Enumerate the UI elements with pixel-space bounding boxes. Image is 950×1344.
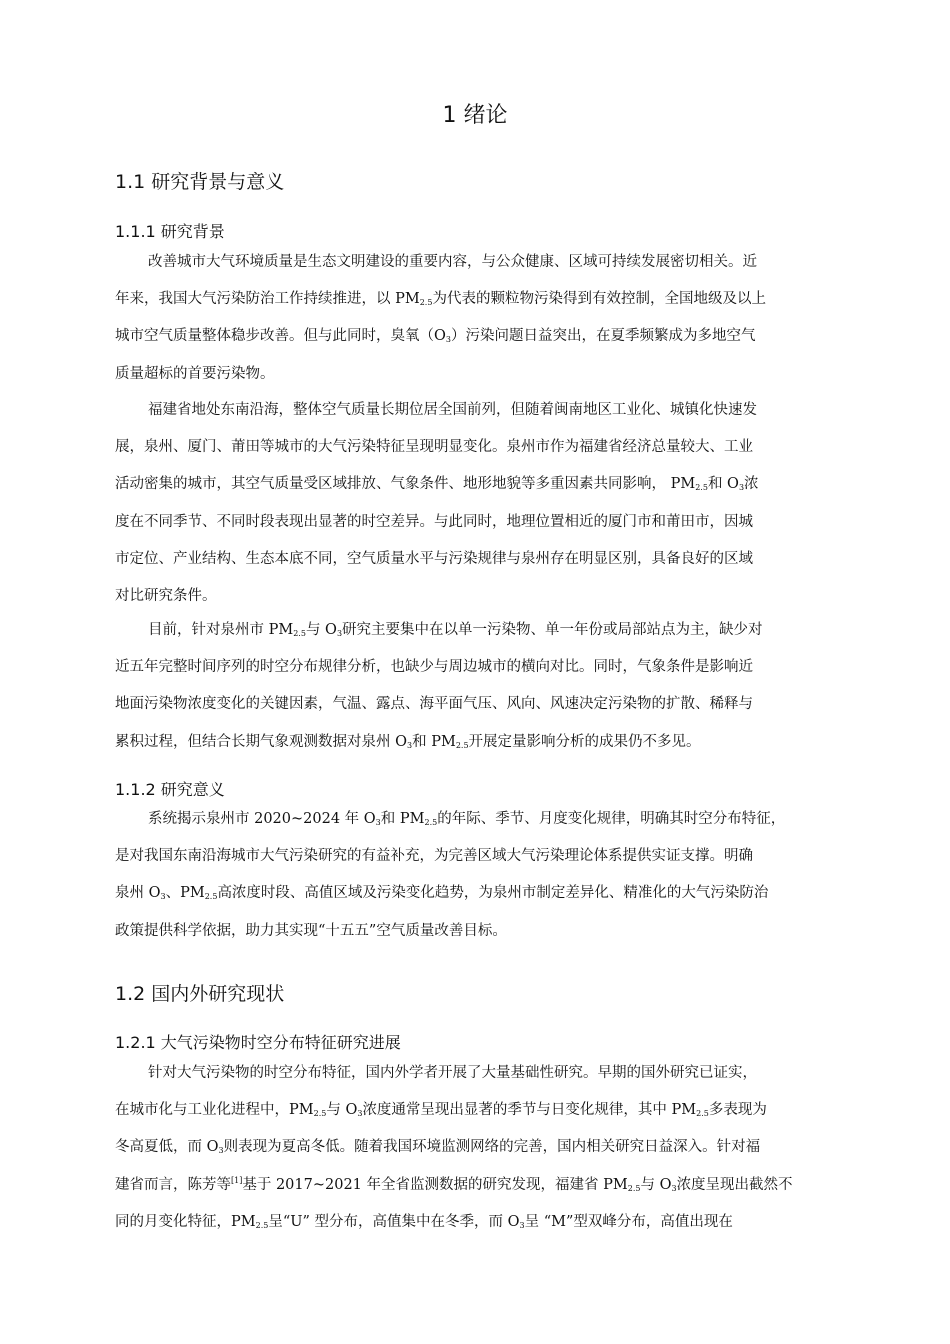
text-line	[115, 838, 860, 875]
text-run: 则表现为夏高冬低。随着我国环境监测网络的完善，国内相关研究日益深入。针对福	[223, 1139, 761, 1156]
text-run: 与 O	[305, 622, 337, 638]
text-run: 展，泉州、厦门、莆田等城市的大气污染特征呈现明显变化。泉州市作为福建省经济总量较大、工业	[115, 439, 753, 456]
text-run: 市定位、产业结构、生态本底不同，空气质量水平与污染规律与泉州存在明显区别，具备良好的区域	[115, 550, 753, 567]
text-line	[115, 429, 860, 466]
subscript-text: 3	[407, 740, 413, 750]
text-run: 累积过程，但结合长期气象观测数据对泉州 O	[115, 733, 407, 750]
paragraph-research-status	[115, 1055, 860, 1241]
text-line	[115, 686, 860, 723]
text-run: 呈“U” 型分布，高值集中在冬季，而 O	[268, 1213, 520, 1230]
text-run: 建省而言，陈芳等	[115, 1176, 231, 1193]
text-run: 度在不同季节、不同时段表现出显著的时空差异。与此同时，地理位置相近的厦门市和莆田市，因城	[115, 513, 753, 530]
subscript-text: 3	[218, 1146, 224, 1156]
text-run: 针对大气污染物的时空分布特征，国内外学者开展了大量基础性研究。早期的国外研究已证实，	[148, 1065, 757, 1081]
text-line	[115, 578, 860, 615]
text-line	[115, 504, 860, 541]
subsection-heading-1-1-1: 1.1.1 研究背景	[115, 222, 225, 241]
citation-ref: [1]	[231, 1175, 243, 1185]
text-line	[115, 356, 860, 393]
text-line	[115, 1167, 860, 1204]
text-line	[115, 1055, 860, 1092]
subscript-text: 3	[160, 892, 166, 902]
subscript-text: 3	[519, 1220, 525, 1230]
text-run: 目前，针对泉州市 PM	[148, 622, 294, 638]
text-run: 与 O	[640, 1176, 672, 1193]
paragraph-significance	[115, 801, 860, 950]
subscript-text: 3	[738, 483, 745, 493]
subscript-text: 2.5	[696, 1109, 709, 1119]
text-line	[115, 1129, 860, 1166]
text-run: 和 PM	[380, 811, 425, 827]
subscript-text: 2.5	[455, 740, 469, 750]
text-line	[115, 801, 860, 838]
text-run: 改善城市大气环境质量是生态文明建设的重要内容，与公众健康、区域可持续发展密切相关。近	[148, 254, 757, 270]
text-run: 和 PM	[412, 733, 456, 750]
text-line	[115, 875, 860, 912]
subscript-text: 2.5	[695, 483, 708, 493]
text-line	[115, 466, 860, 503]
subscript-text: 2.5	[255, 1220, 269, 1230]
text-run: 冬高夏低，而 O	[115, 1139, 219, 1156]
subscript-text: 2.5	[204, 892, 218, 902]
subscript-text: 3	[357, 1109, 363, 1119]
text-run: 与 O	[326, 1102, 358, 1119]
subscript-text: 2.5	[419, 298, 433, 308]
text-run: 开展定量影响分析的成果仍不多见。	[468, 733, 701, 750]
text-run: ）污染问题日益突出，在夏季频繁成为多地空气	[450, 328, 756, 345]
section-heading-1-2: 1.2 国内外研究现状	[115, 983, 285, 1005]
subsection-heading-1-1-2: 1.1.2 研究意义	[115, 780, 225, 799]
text-run: 浓	[744, 476, 759, 493]
text-run: 福建省地处东南沿海，整体空气质量长期位居全国前列，但随着闽南地区工业化、城镇化快速发	[148, 402, 757, 418]
text-line	[115, 392, 860, 429]
text-run: 泉州 O	[115, 885, 161, 902]
text-line	[115, 1092, 860, 1129]
subscript-text: 3	[375, 818, 381, 827]
text-line	[115, 612, 860, 649]
text-run: 是对我国东南沿海城市大气污染研究的有益补充，为完善区域大气污染理论体系提供实证支撑。明确	[115, 848, 753, 865]
text-run: 同的月变化特征，PM	[115, 1213, 256, 1230]
text-run: 研究主要集中在以单一污染物、单一年份或局部站点为主，缺少对	[342, 622, 763, 638]
subsection-heading-1-2-1: 1.2.1 大气污染物时空分布特征研究进展	[115, 1033, 401, 1052]
text-run: 城市空气质量整体稳步改善。但与此同时，臭氧（O	[115, 328, 446, 345]
text-run: 在城市化与工业化进程中，PM	[115, 1102, 314, 1119]
text-run: 的年际、季节、月度变化规律，明确其时空分布特征，	[437, 811, 786, 827]
section-heading-1-1: 1.1 研究背景与意义	[115, 171, 285, 193]
text-run: 为代表的颗粒物污染得到有效控制，全国地级及以上	[432, 291, 766, 308]
text-run: 质量超标的首要污染物。	[115, 365, 275, 382]
text-run: 年来，我国大气污染防治工作持续推进，以 PM	[115, 291, 420, 308]
subscript-text: 2.5	[627, 1183, 641, 1193]
text-run: 浓度通常呈现出显著的季节与日变化规律，其中 PM	[362, 1102, 697, 1119]
text-run: 高浓度时段、高值区域及污染变化趋势，为泉州市制定差异化、精准化的大气污染防治	[217, 885, 769, 902]
subscript-text: 2.5	[293, 629, 306, 638]
text-line	[115, 649, 860, 686]
text-run: 多表现为	[708, 1102, 767, 1119]
text-line	[115, 281, 860, 318]
text-run: 浓度呈现出截然不	[676, 1176, 793, 1193]
text-line	[115, 724, 860, 761]
text-run: 系统揭示泉州市 2020~2024 年 O	[148, 811, 376, 827]
text-run: 地面污染物浓度变化的关键因素，气温、露点、海平面气压、风向、风速决定污染物的扩散、稀释与	[115, 696, 753, 713]
paragraph-background-2	[115, 392, 860, 615]
text-line	[115, 1204, 860, 1241]
subscript-text: 3	[445, 335, 451, 345]
subscript-text: 2.5	[424, 818, 438, 827]
text-line	[115, 318, 860, 355]
text-run: 对比研究条件。	[115, 587, 217, 604]
subscript-text: 3	[671, 1183, 677, 1193]
paragraph-background-1	[115, 244, 860, 393]
text-run: 近五年完整时间序列的时空分布规律分析，也缺少与周边城市的横向对比。同时，气象条件是影响近	[115, 659, 753, 676]
text-run: 基于 2017~2021 年全省监测数据的研究发现，福建省 PM	[242, 1176, 628, 1193]
chapter-title: 1 绪论	[442, 103, 508, 128]
text-run: 、PM	[165, 885, 205, 902]
text-run: 和 O	[707, 476, 739, 493]
text-line	[115, 244, 860, 281]
text-line	[115, 913, 860, 950]
text-run: 政策提供科学依据，助力其实现“十五五”空气质量改善目标。	[115, 922, 507, 939]
paragraph-background-3	[115, 612, 860, 761]
text-run: 呈 “M”型双峰分布，高值出现在	[524, 1213, 733, 1230]
text-line	[115, 541, 860, 578]
subscript-text: 2.5	[313, 1109, 327, 1119]
subscript-text: 3	[336, 629, 343, 638]
text-run: 活动密集的城市，其空气质量受区域排放、气象条件、地形地貌等多重因素共同影响， PM	[115, 476, 696, 493]
